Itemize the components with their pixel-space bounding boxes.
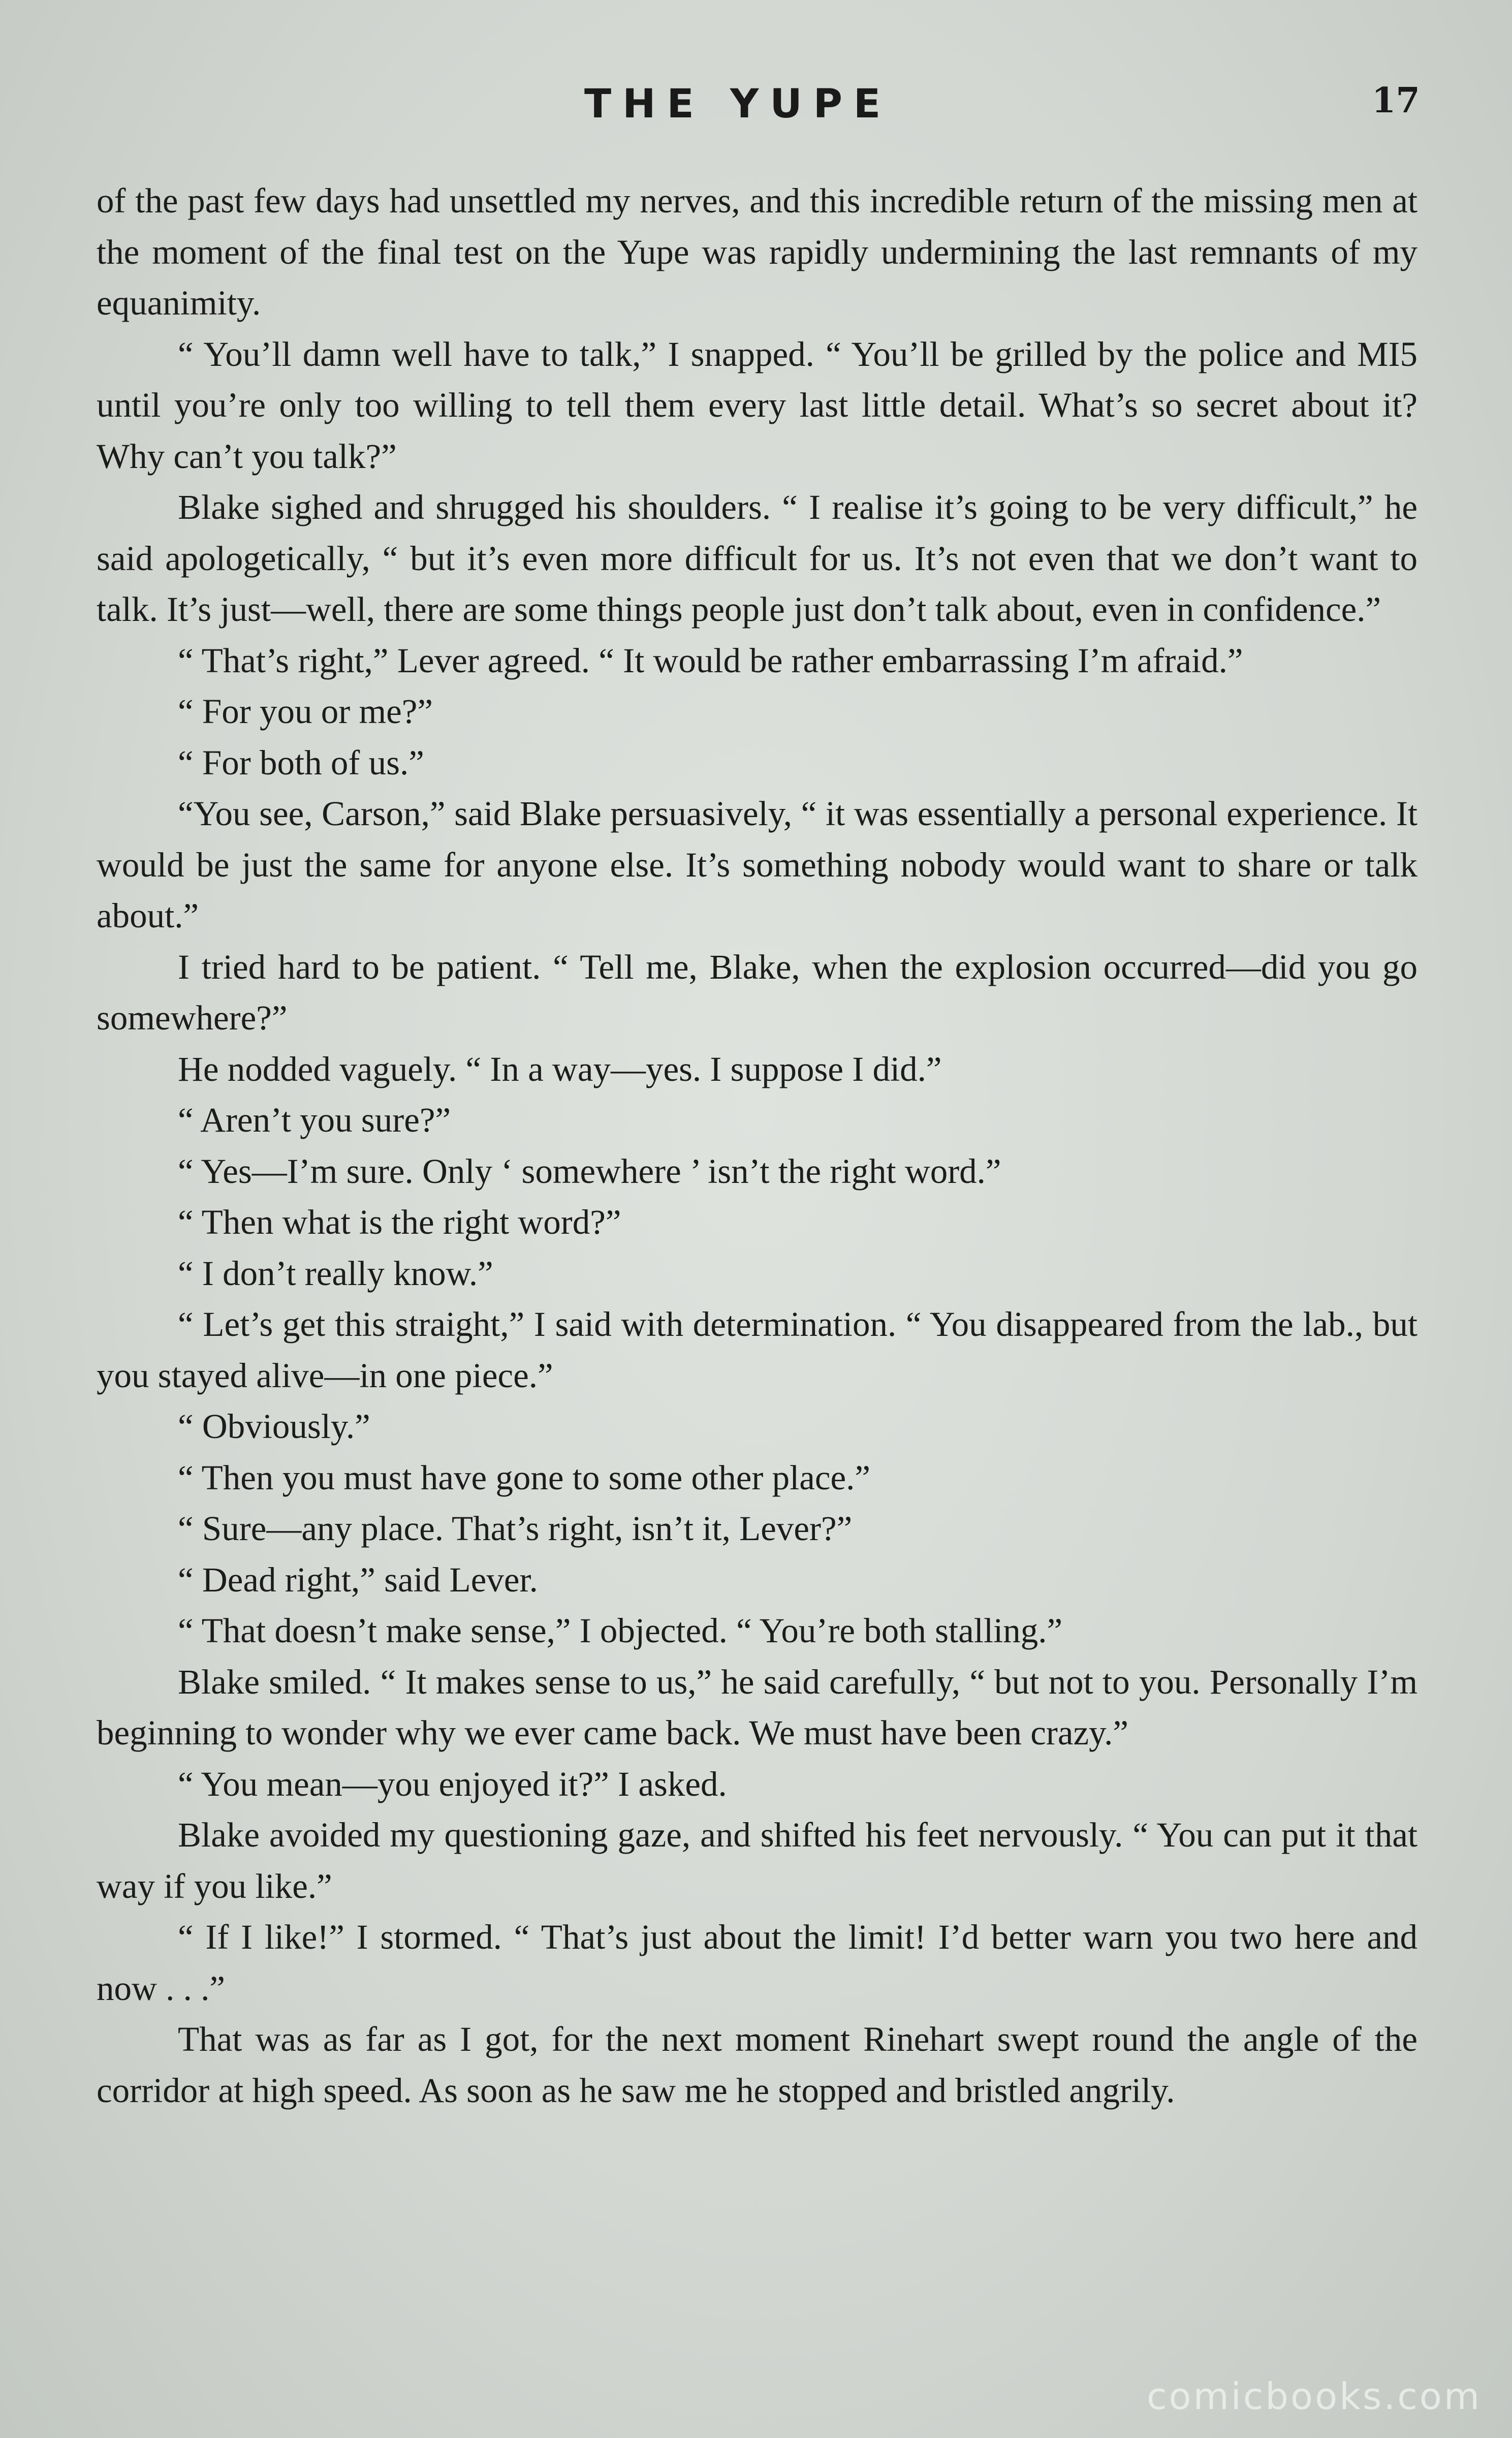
paragraph: “You see, Carson,” said Blake persuasively, “ it was essentially a personal experience. It would be just the same for anyone else. It’s something nobody would want to share or talk about.” bbox=[97, 794, 1418, 935]
paragraph: Blake smiled. “ It makes sense to us,” he said carefully, “ but not to you. Personally I’m beginning to wonder why we ever came back. We must have been crazy.” bbox=[97, 1662, 1418, 1752]
paragraph: “ Let’s get this straight,” I said with determination. “ You disappeared from the lab., but you stayed alive—in one piece.” bbox=[97, 1305, 1418, 1395]
paragraph: “ I don’t really know.” bbox=[178, 1254, 493, 1293]
paragraph: “ You’ll damn well have to talk,” I snapped. “ You’ll be grilled by the police and MI5 until you’re only too willing to tell them every last little detail. What’s so secret about it? Why can’t you talk?” bbox=[97, 334, 1418, 476]
paragraph: “ Then what is the right word?” bbox=[178, 1203, 621, 1241]
paragraph: “ Yes—I’m sure. Only ‘ somewhere ’ isn’t the right word.” bbox=[178, 1151, 1001, 1191]
page-header bbox=[0, 76, 1512, 137]
paragraph: Blake sighed and shrugged his shoulders. “ I realise it’s going to be very difficult,” he said apologetically, “ but it’s even more difficult for us. It’s not even that we don’t want to talk. It’s just—well, there are some things people just don’t talk about, even in confidence.” bbox=[97, 488, 1418, 629]
paragraph: “ That doesn’t make sense,” I objected. “ You’re both stalling.” bbox=[178, 1611, 1063, 1650]
paragraph: “ Then you must have gone to some other place.” bbox=[178, 1458, 870, 1497]
paragraph: That was as far as I got, for the next moment Rinehart swept round the angle of the corridor at high speed. As soon as he saw me he stopped and bristled angrily. bbox=[97, 2020, 1418, 2110]
running-title: THE YUPE bbox=[584, 81, 892, 127]
watermark: comicbooks.com bbox=[1146, 2375, 1482, 2418]
paragraph: I tried hard to be patient. “ Tell me, Blake, when the explosion occurred—did you go somewhere?” bbox=[97, 947, 1418, 1037]
paragraph: “ Obviously.” bbox=[178, 1407, 370, 1446]
paragraph: of the past few days had unsettled my nerves, and this incredible return of the missing men at the moment of the final test on the Yupe was rapidly undermining the last remnants of my equanimity. bbox=[97, 181, 1418, 322]
paragraph: “ If I like!” I stormed. “ That’s just about the limit! I’d better warn you two here and now . . .” bbox=[97, 1918, 1418, 2008]
paragraph: “ That’s right,” Lever agreed. “ It would be rather embarrassing I’m afraid.” bbox=[178, 641, 1243, 680]
paragraph: “ For you or me?” bbox=[178, 692, 433, 731]
paragraph: Blake avoided my questioning gaze, and shifted his feet nervously. “ You can put it that way if you like.” bbox=[97, 1816, 1418, 1905]
body-text bbox=[97, 175, 1418, 2116]
paragraph: “ Aren’t you sure?” bbox=[178, 1101, 451, 1139]
paragraph: “ Sure—any place. That’s right, isn’t it, Lever?” bbox=[178, 1509, 853, 1548]
paragraph: “ Dead right,” said Lever. bbox=[178, 1560, 538, 1599]
paragraph: “ For both of us.” bbox=[178, 743, 424, 782]
paragraph: “ You mean—you enjoyed it?” I asked. bbox=[178, 1764, 727, 1803]
page-number: 17 bbox=[1372, 80, 1420, 121]
paragraph: He nodded vaguely. “ In a way—yes. I suppose I did.” bbox=[178, 1049, 942, 1088]
